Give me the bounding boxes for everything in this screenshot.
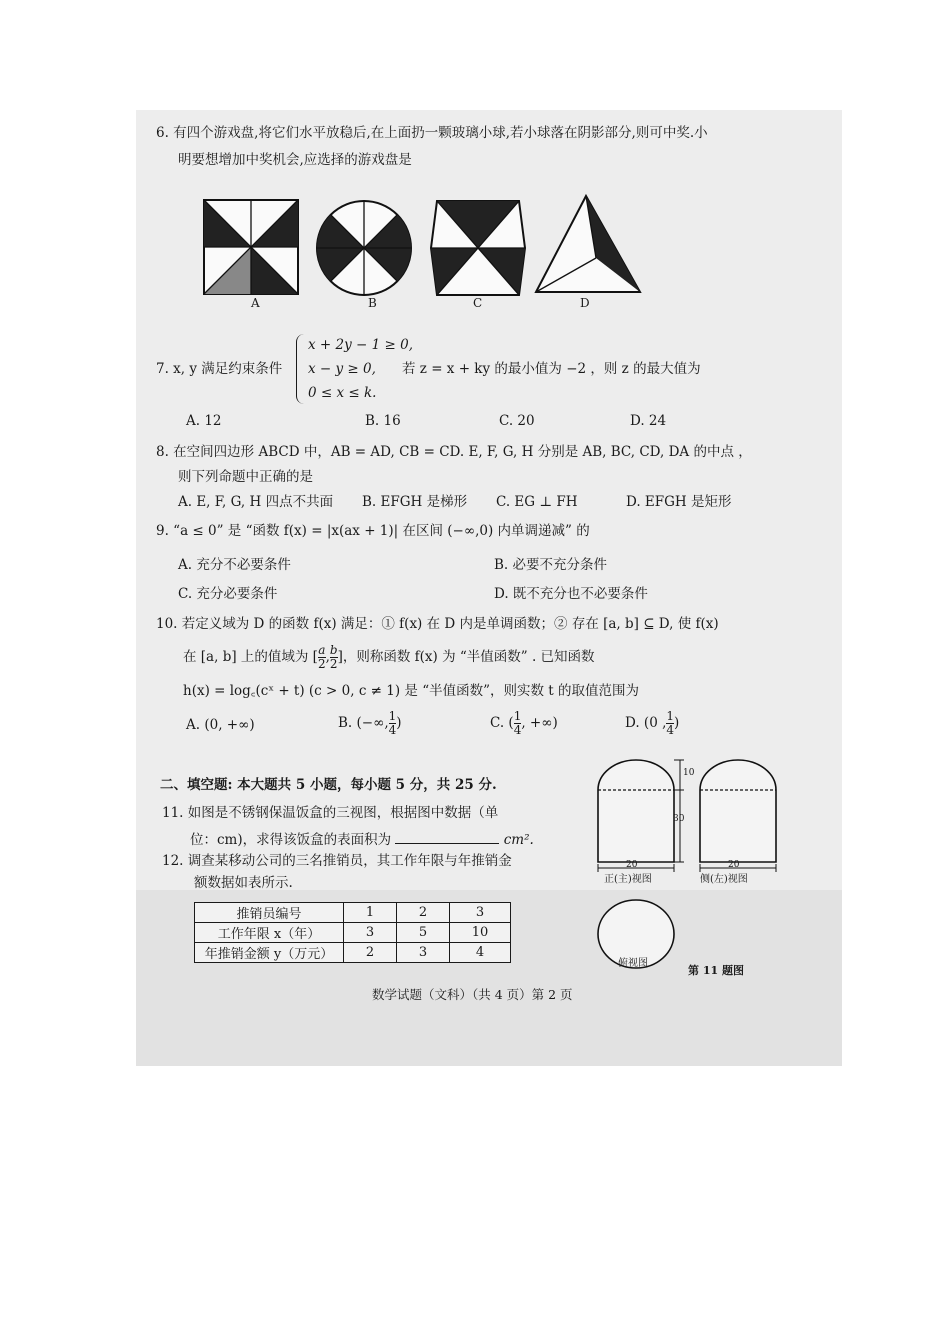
q6-game-boards — [196, 192, 836, 312]
section-2-heading: 二、填空题: 本大题共 5 小题，每小题 5 分，共 25 分. — [160, 777, 497, 793]
q7-option-b: B. 16 — [365, 413, 401, 429]
q11-line2-text: 位：cm)，求得该饭盒的表面积为 — [190, 832, 392, 848]
q10-option-a: A. (0, +∞) — [186, 717, 255, 733]
q11-line1: 11. 如图是不锈钢保温饭盒的三视图，根据图中数据（单 — [162, 805, 499, 821]
frac-a-den: 2 — [317, 657, 326, 671]
q11-line2 — [190, 830, 534, 849]
figure-11-three-views — [588, 752, 808, 992]
table-cell: 10 — [450, 923, 511, 943]
frac-den: 4 — [513, 723, 522, 737]
table-cell: 2 — [344, 943, 397, 963]
q10-line2-post: ]，则称函数 f(x) 为 “半值函数” . 已知函数 — [337, 649, 595, 665]
q8-option-b: B. EFGH 是梯形 — [362, 494, 468, 510]
page-footer: 数学试题（文科）（共 4 页）第 2 页 — [372, 987, 573, 1002]
fraction-1-4 — [666, 710, 674, 737]
q10-option-b — [338, 710, 402, 737]
frac-num: 1 — [388, 709, 397, 723]
q12-line2: 额数据如表所示. — [194, 875, 293, 891]
q8-option-c: C. EG ⊥ FH — [496, 494, 578, 510]
answer-blank[interactable] — [395, 830, 499, 844]
q10-b-post: ) — [396, 715, 402, 731]
label-b: B — [368, 296, 377, 310]
table-cell: 3 — [397, 943, 450, 963]
label-top-view: 俯视图 — [618, 958, 648, 969]
table-cell: 4 — [450, 943, 511, 963]
frac-b-den: 2 — [329, 657, 338, 671]
q10-line2: 在 [a, b] 上的值域为 [ $\frac{a}{2}$ , $\frac{b}{2}$ ]，则称函数 f(x) 为 “半值函数” . 已知函数 — [183, 643, 595, 671]
q7-suffix: 若 z = x + ky 的最小值为 −2 ，则 z 的最大值为 — [402, 361, 701, 377]
table-cell: 3 — [344, 923, 397, 943]
table-cell: 2 — [397, 903, 450, 923]
frac-b-num: b — [329, 643, 338, 657]
table-cell: 年推销金额 y（万元） — [195, 943, 344, 963]
dim-width-front: 20 — [626, 860, 638, 870]
side-view — [700, 760, 776, 872]
fraction-a-over-2 — [318, 644, 326, 671]
q7-option-c: C. 20 — [499, 413, 535, 429]
board-a — [204, 200, 298, 294]
q10-d-post: ) — [674, 715, 680, 731]
q6-line2: 明要想增加中奖机会,应选择的游戏盘是 — [178, 152, 412, 168]
table-cell: 5 — [397, 923, 450, 943]
table-cell: 1 — [344, 903, 397, 923]
q7-constraint-2: x − y ≥ 0, — [308, 361, 376, 377]
q10-line3: h(x) = log꜀(cˣ + t) (c > 0, c ≠ 1) 是 “半值函数”，则实数 t 的取值范围为 — [183, 683, 640, 699]
table-row — [195, 923, 511, 943]
label-front-view: 正(主)视图 — [604, 874, 652, 885]
q9-option-c: C. 充分必要条件 — [178, 586, 278, 602]
q10-c-post: , +∞) — [521, 715, 558, 731]
frac-den: 4 — [666, 723, 675, 737]
sales-table — [194, 902, 511, 963]
frac-num: 1 — [666, 709, 675, 723]
q10-option-c — [490, 710, 558, 737]
q12-line1: 12. 调查某移动公司的三名推销员，其工作年限与年推销金 — [162, 853, 512, 869]
label-a: A — [251, 296, 260, 310]
q11-unit: cm². — [503, 832, 534, 848]
frac-den: 4 — [388, 723, 397, 737]
board-b — [317, 201, 411, 295]
front-view — [598, 760, 684, 872]
q7-option-a: A. 12 — [186, 413, 222, 429]
q9-option-d: D. 既不充分也不必要条件 — [494, 586, 648, 602]
q8-option-a: A. E, F, G, H 四点不共面 — [178, 494, 334, 510]
q7-prefix: 7. x, y 满足约束条件 — [156, 361, 283, 377]
board-d — [536, 196, 640, 292]
q9-stem: 9. “a ≤ 0” 是 “函数 f(x) = |x(ax + 1)| 在区间 (−∞,0) 内单调递减” 的 — [156, 523, 590, 539]
figure-caption: 第 11 题图 — [688, 964, 744, 977]
q10-option-d — [625, 710, 679, 737]
q7-constraint-1: x + 2y − 1 ≥ 0, — [308, 337, 413, 353]
dim-top: 10 — [683, 768, 695, 778]
q7-option-d: D. 24 — [630, 413, 667, 429]
frac-num: 1 — [513, 709, 522, 723]
frac-a-num: a — [318, 643, 326, 657]
label-d: D — [580, 296, 590, 310]
q10-b-pre: B. (−∞, — [338, 715, 389, 731]
table-cell: 推销员编号 — [195, 903, 344, 923]
q9-option-a: A. 充分不必要条件 — [178, 557, 291, 573]
board-c — [431, 201, 525, 295]
q8-line2: 则下列命题中正确的是 — [178, 469, 313, 485]
q10-line2-pre: 在 [a, b] 上的值域为 [ — [183, 649, 318, 665]
label-c: C — [473, 296, 483, 310]
table-row — [195, 903, 511, 923]
q8-line1: 8. 在空间四边形 ABCD 中，AB = AD, CB = CD. E, F, G, H 分别是 AB, BC, CD, DA 的中点 ， — [156, 444, 752, 460]
q10-c-pre: C. ( — [490, 715, 514, 731]
q6-line1: 6. 有四个游戏盘,将它们水平放稳后,在上面扔一颗玻璃小球,若小球落在阴影部分,则可中奖.小 — [156, 125, 708, 141]
label-side-view: 侧(左)视图 — [700, 874, 748, 885]
table-cell: 3 — [450, 903, 511, 923]
fraction-b-over-2 — [330, 644, 338, 671]
dim-width-side: 20 — [728, 860, 740, 870]
q10-line1: 10. 若定义域为 D 的函数 f(x) 满足：① f(x) 在 D 内是单调函数；② 存在 [a, b] ⊆ D, 使 f(x) — [156, 616, 719, 632]
table-row — [195, 943, 511, 963]
q7-constraint-3: 0 ≤ x ≤ k. — [308, 385, 377, 401]
q8-option-d: D. EFGH 是矩形 — [626, 494, 732, 510]
q9-option-b: B. 必要不充分条件 — [494, 557, 608, 573]
q10-d-pre: D. (0 , — [625, 715, 667, 731]
dim-side: 30 — [673, 814, 685, 824]
constraint-brace — [296, 334, 305, 404]
table-cell: 工作年限 x（年） — [195, 923, 344, 943]
